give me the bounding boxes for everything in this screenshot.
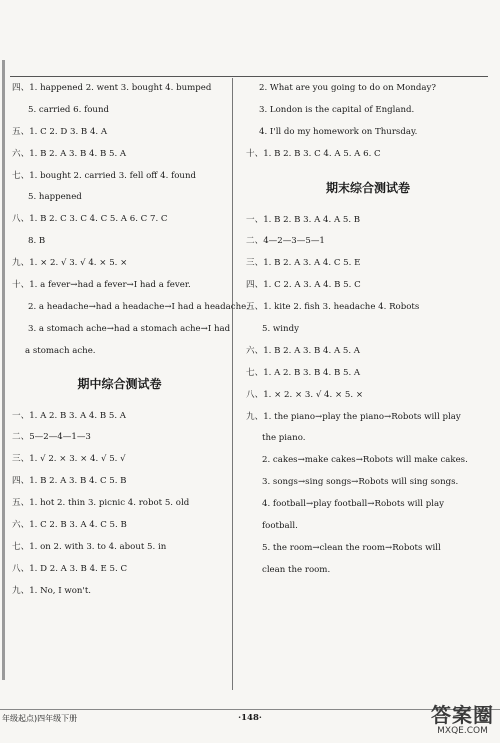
- answer-line: 六、1. C 2. B 3. A 4. C 5. B: [12, 520, 127, 531]
- answer-line: 五、1. hot 2. thin 3. picnic 4. robot 5. old: [12, 498, 190, 509]
- answer-line: 三、1. √ 2. × 3. × 4. √ 5. √: [12, 454, 126, 465]
- answer-line: 十、1. a fever→had a fever→I had a fever.: [12, 280, 191, 291]
- answer-line: 5. windy: [262, 324, 299, 335]
- book-label: 年级起点)四年级下册: [2, 714, 78, 723]
- footer-rule: [0, 709, 500, 710]
- answer-line: 4. I'll do my homework on Thursday.: [259, 126, 418, 137]
- section-heading-final: 期末综合测试卷: [325, 180, 410, 195]
- answer-line: 四、1. happened 2. went 3. bought 4. bumped: [12, 83, 212, 93]
- answer-line: 3. London is the capital of England.: [259, 104, 415, 115]
- answer-line: 七、1. bought 2. carried 3. fell off 4. found: [12, 170, 196, 181]
- answer-line: 六、1. B 2. A 3. B 4. B 5. A: [12, 148, 127, 159]
- answer-line: 八、1. × 2. × 3. √ 4. × 5. ×: [246, 389, 364, 400]
- watermark-text: 答案圈: [431, 703, 494, 727]
- watermark-url: MXQE.COM: [437, 726, 488, 736]
- answer-line: 五、1. kite 2. fish 3. headache 4. Robots: [246, 302, 420, 313]
- answer-line: 5. the room→clean the room→Robots will: [262, 542, 441, 553]
- answer-line: 九、1. the piano→play the piano→Robots will play: [246, 411, 461, 422]
- answer-line: 五、1. C 2. D 3. B 4. A: [12, 126, 108, 137]
- answer-line: 5. carried 6. found: [28, 104, 110, 115]
- answer-line: 三、1. B 2. A 3. A 4. C 5. E: [246, 258, 361, 269]
- answer-line: 九、1. × 2. √ 3. √ 4. × 5. ×: [12, 258, 128, 269]
- answer-line: a stomach ache.: [25, 345, 96, 356]
- watermark-logo: [431, 704, 494, 736]
- answer-line: 六、1. B 2. A 3. B 4. A 5. A: [246, 345, 361, 356]
- column-divider: [232, 78, 233, 690]
- answer-line: 四、1. C 2. A 3. A 4. B 5. C: [246, 280, 361, 291]
- answer-line: 七、1. on 2. with 3. to 4. about 5. in: [12, 541, 167, 552]
- answer-line: 九、1. No, I won't.: [12, 585, 92, 596]
- answer-line: 七、1. A 2. B 3. B 4. B 5. A: [246, 367, 361, 378]
- section-heading-midterm: 期中综合测试卷: [77, 376, 162, 391]
- answer-line: 2. cakes→make cakes→Robots will make cakes.: [262, 455, 468, 466]
- answer-line: 5. happened: [28, 192, 82, 203]
- answer-line: 8. B: [28, 236, 46, 247]
- answer-line: 一、1. B 2. B 3. A 4. A 5. B: [246, 214, 361, 225]
- binding-edge: [2, 60, 5, 680]
- answer-line: 4. football→play football→Robots will play: [262, 499, 444, 510]
- answer-line: 3. songs→sing songs→Robots will sing songs.: [262, 477, 459, 488]
- answer-line: 八、1. B 2. C 3. C 4. C 5. A 6. C 7. C: [12, 214, 168, 225]
- right-column: [246, 78, 490, 582]
- answer-line: 二、4—2—3—5—1: [246, 236, 325, 247]
- answer-line: football.: [262, 521, 298, 532]
- answer-line: 二、5—2—4—1—3: [12, 432, 91, 443]
- answer-line: 十、1. B 2. B 3. C 4. A 5. A 6. C: [246, 148, 381, 159]
- answer-line: the piano.: [262, 433, 306, 444]
- answer-line: 一、1. A 2. B 3. A 4. B 5. A: [12, 410, 127, 421]
- answer-line: 八、1. D 2. A 3. B 4. E 5. C: [12, 563, 128, 574]
- answer-line: 2. a headache→had a headache→I had a headache.: [28, 301, 249, 312]
- answer-line: 3. a stomach ache→had a stomach ache→I had: [28, 323, 231, 334]
- top-rule: [10, 76, 488, 77]
- page-number: ·148·: [238, 713, 262, 723]
- left-column: [12, 78, 249, 603]
- answer-line: clean the room.: [262, 564, 331, 575]
- answer-line: 2. What are you going to do on Monday?: [259, 83, 436, 93]
- answer-line: 四、1. B 2. A 3. B 4. C 5. B: [12, 476, 127, 487]
